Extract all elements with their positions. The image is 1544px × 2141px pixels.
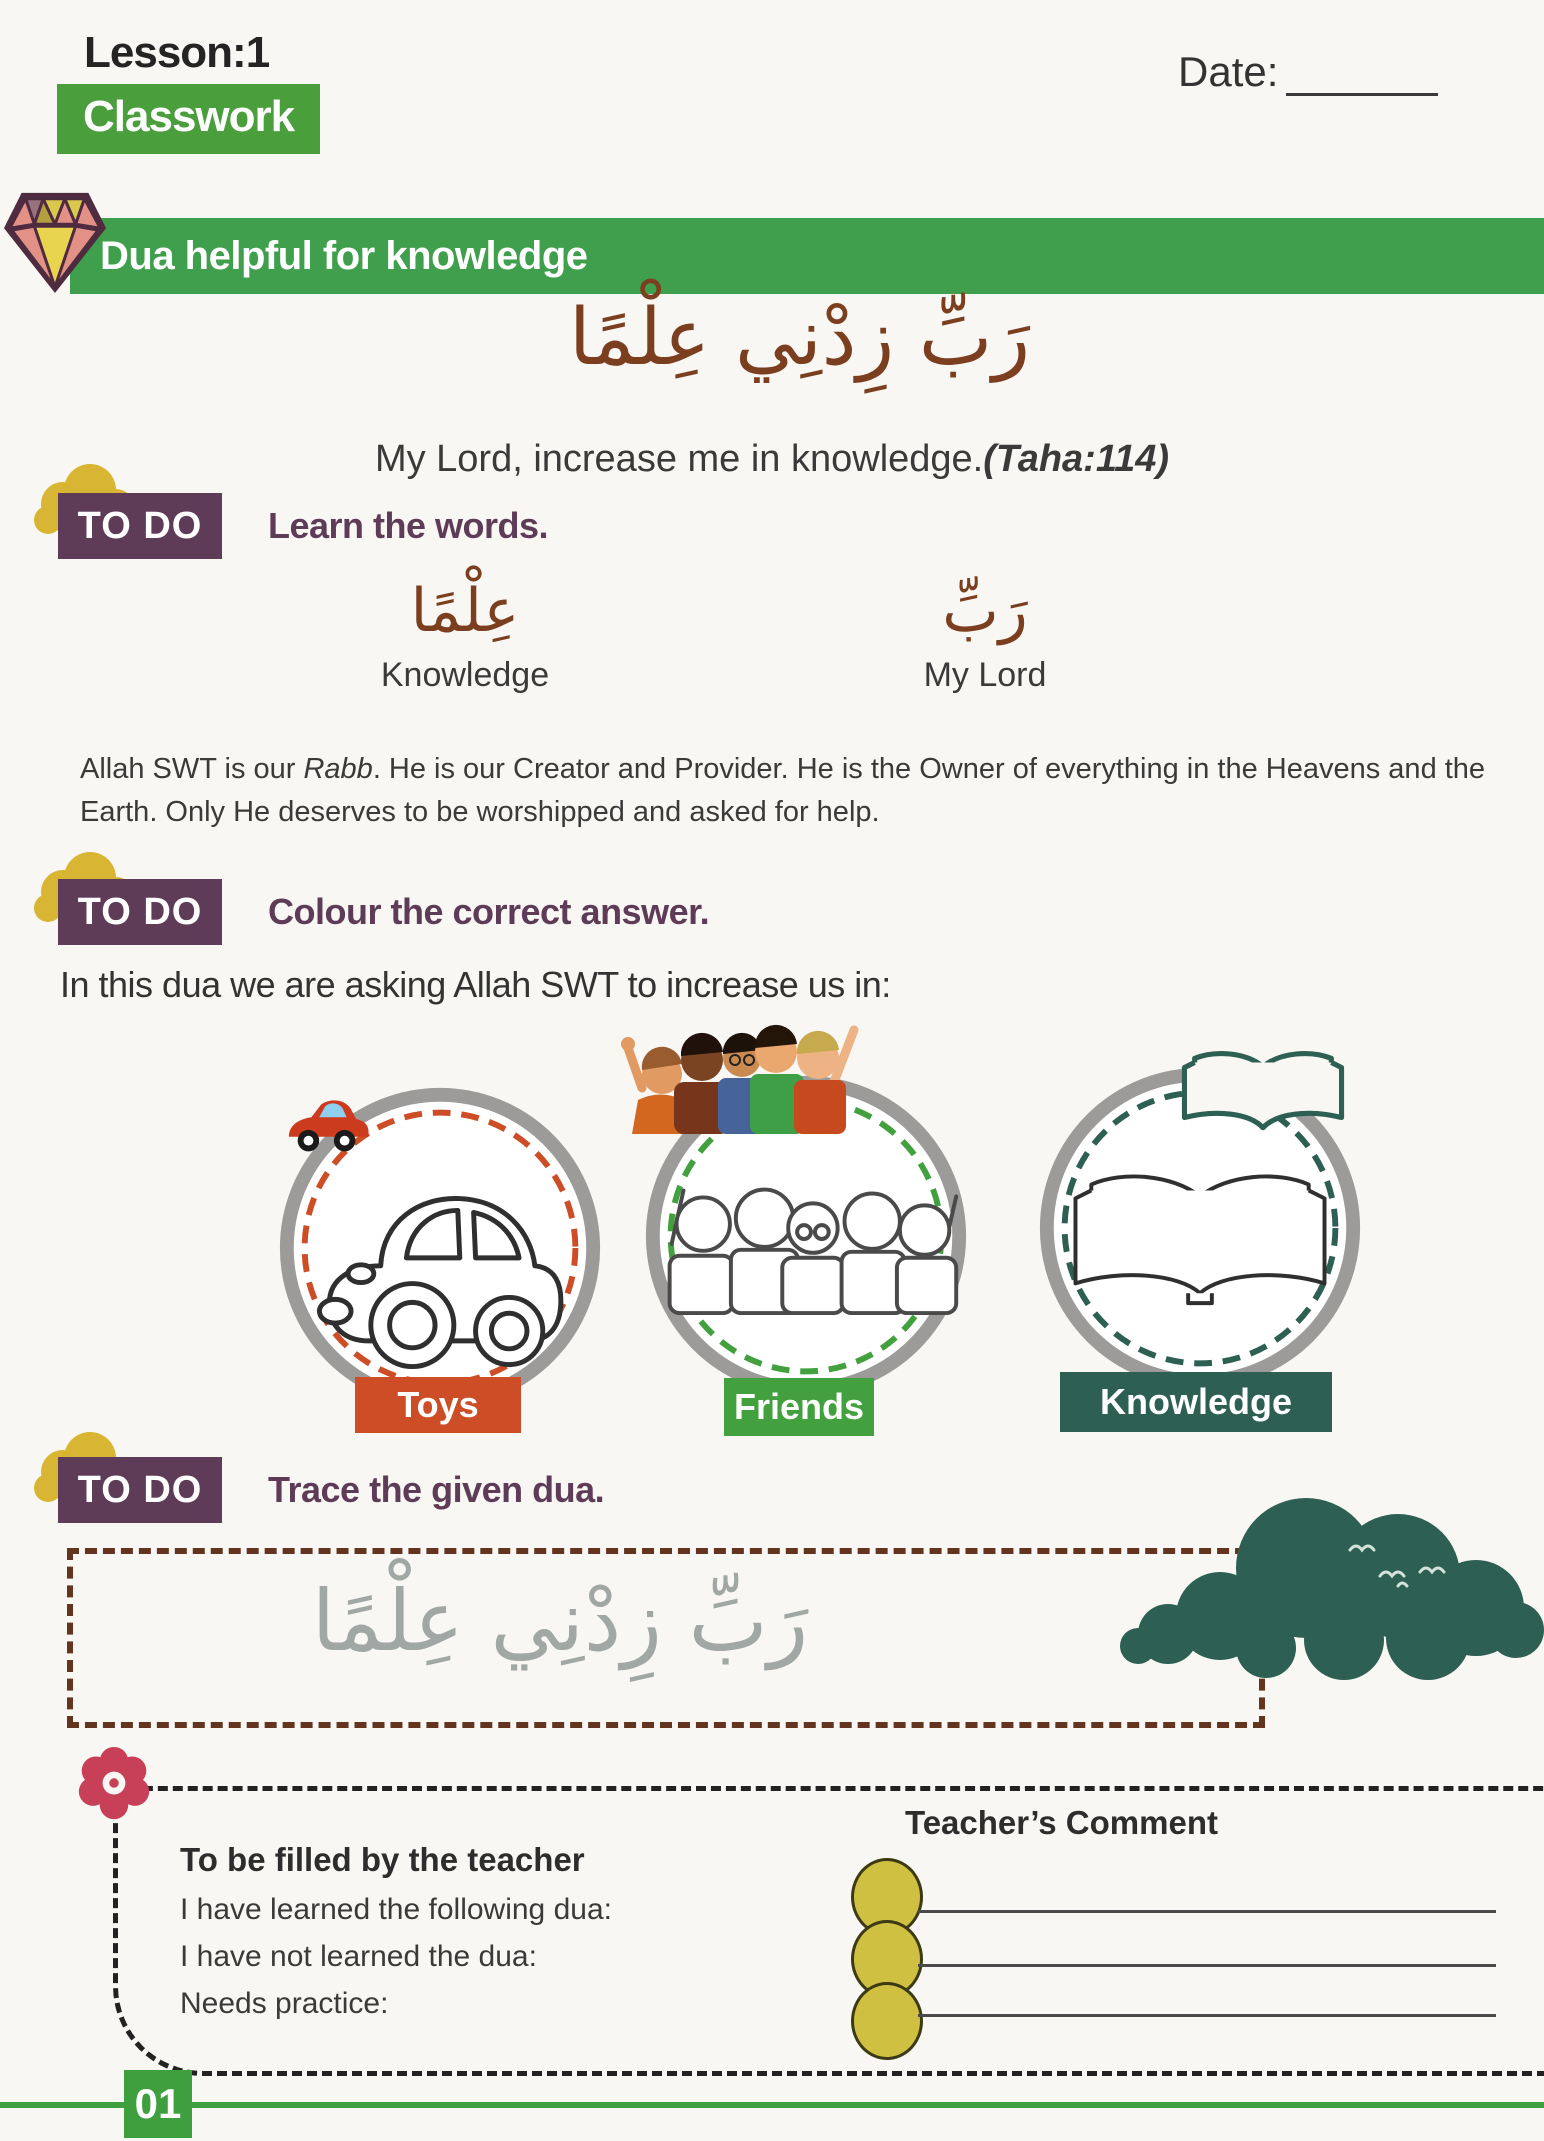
todo-badge: TO DO	[58, 1457, 222, 1523]
page-number-badge: 01	[124, 2070, 192, 2138]
about-part1: Allah SWT is our	[80, 753, 304, 785]
todo-badge: TO DO	[58, 493, 222, 559]
todo-row-learn	[58, 492, 548, 560]
kids-illustration	[616, 1014, 870, 1134]
word-knowledge-arabic: عِلْمًا	[410, 576, 520, 646]
about-rabb-italic: Rabb	[303, 753, 373, 785]
date-fill-line[interactable]	[1286, 49, 1438, 96]
toy-car-icon	[284, 1094, 372, 1158]
section-banner-title: Dua helpful for knowledge	[100, 233, 588, 278]
word-knowledge	[300, 566, 630, 695]
green-cloud-icon	[1098, 1458, 1544, 1686]
option-label-friends[interactable]: Friends	[724, 1378, 874, 1436]
about-part2: . He is our Creator and Provider. He is the Owner of everything in the Heavens and the Earth. Only He deserves to be worshipped and asked for help.	[80, 753, 1486, 828]
todo-row-colour	[58, 878, 709, 946]
option-label-toys[interactable]: Toys	[355, 1377, 521, 1433]
teacher-line-needs-practice: Needs practice:	[180, 1987, 389, 2020]
todo-badge: TO DO	[58, 879, 222, 945]
word-knowledge-meaning: Knowledge	[380, 656, 550, 694]
word-my-lord-meaning: My Lord	[923, 656, 1047, 694]
dua-translation-text: My Lord, increase me in knowledge.	[374, 438, 984, 480]
footer-rule	[0, 2102, 1544, 2108]
comment-line-3[interactable]	[918, 2014, 1496, 2017]
learn-instruction: Learn the words.	[268, 505, 549, 546]
colour-question: In this dua we are asking Allah SWT to increase us in:	[60, 964, 891, 1005]
dua-reference: (Taha:114)	[983, 438, 1170, 480]
teacher-comment-heading: Teacher’s Comment	[905, 1804, 1218, 1841]
trace-arabic-text[interactable]: رَبِّ زِدْنِي عِلْمًا	[311, 1572, 809, 1670]
lesson-title: Lesson:1	[84, 28, 270, 77]
date-label: Date:	[1178, 48, 1279, 95]
status-circle-3[interactable]	[851, 1982, 923, 2060]
trace-instruction: Trace the given dua.	[268, 1469, 605, 1510]
gem-icon	[2, 176, 108, 300]
option-label-knowledge[interactable]: Knowledge	[1060, 1372, 1332, 1432]
classwork-badge: Classwork	[57, 84, 320, 154]
teacher-line-not-learned: I have not learned the dua:	[180, 1940, 537, 1973]
word-my-lord	[820, 566, 1150, 695]
dua-arabic-text: رَبِّ زِدْنِي عِلْمًا	[568, 293, 1031, 383]
book-icon	[1176, 1040, 1350, 1142]
about-paragraph	[80, 748, 1544, 834]
flower-icon	[76, 1744, 152, 1824]
todo-row-trace	[58, 1456, 604, 1524]
section-banner	[70, 218, 1544, 294]
teacher-heading: To be filled by the teacher	[180, 1841, 585, 1878]
colour-instruction: Colour the correct answer.	[268, 891, 710, 932]
teacher-box	[113, 1786, 1544, 2076]
dua-translation	[0, 438, 1544, 481]
word-my-lord-arabic: رَبِّ	[942, 576, 1028, 646]
date-row	[1178, 48, 1438, 96]
teacher-line-learned: I have learned the following dua:	[180, 1893, 612, 1926]
comment-line-2[interactable]	[918, 1964, 1496, 1967]
comment-line-1[interactable]	[918, 1910, 1496, 1913]
